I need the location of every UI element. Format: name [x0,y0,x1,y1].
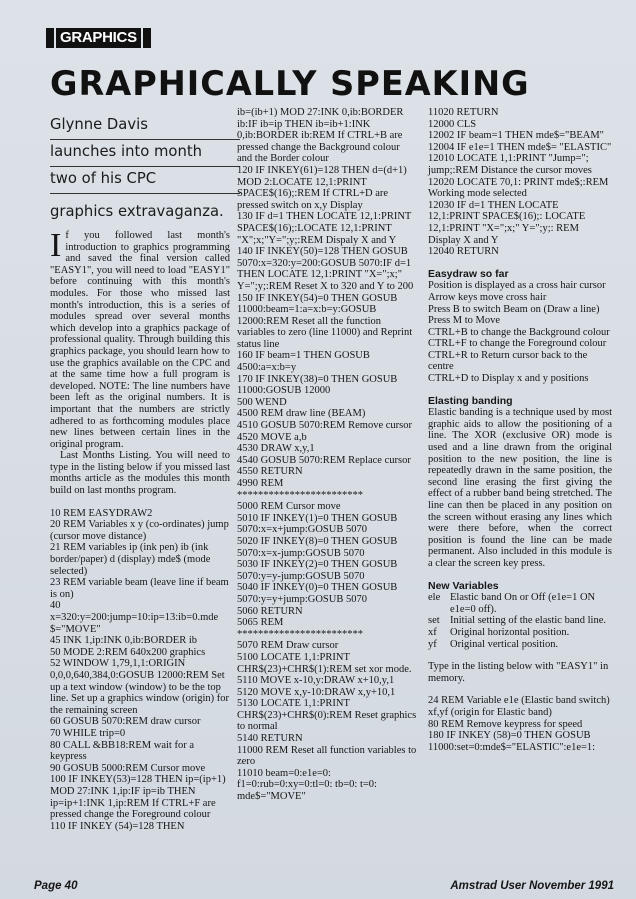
listing-part-1: 10 REM EASYDRAW2 20 REM Variables x y (co-ordinates) jump (cursor move distance) 21 REM variables ip (ink pen) ib (ink border/paper) d (display) mde$ (mode selected) 23 REM variable beam (leave line if beam is on) 40 x=320:y=200:jump=10:ip=13:ib=0.mde $="MOVE" 45 INK 1,ip:INK 0,ib:BORDER ib 50 MODE 2:REM 640x200 graphics 52 WINDOW 1,79,1,1:ORIGIN 0,0,0,640,384,0:GOSUB 12000:REM Set up a text window (window) to be the top line. Set up a graphics window (origin) for the remaining screen 60 GOSUB 5070:REM draw cursor 70 WHILE trip=0 80 CALL &BB18:REM wait for a keypress 90 GOSUB 5000:REM Cursor move 100 IF INKEY(53)=128 THEN ip=(ip+1) MOD 27:INK 1,ip:IF ip=ib THEN ip=ip+1:INK 1,ip:REM If CTRL+F are pressed change the Foreground colour 110 IF INKEY (54)=128 THEN [50,507,230,832]
intro-text: f you followed last month's introduction to graphics programming and saved the final version called "EASY1", you will need to load "EASY1" before continuing with this month's modules. For those who missed last month's introduction, this is a series of modules spread over several months which develop into a graphics package of professional quality. Through building this graphics package, you should learn how to use the graphics available on the CPC and at the same time how a full program is developed. NOTE: The line numbers have been left as the original numbers. It is important that the numbers are strictly adhered to as forthcoming modules place new lines between certain lines in the original program. [50,230,230,450]
headline: GRAPHICALLY SPEAKING [50,64,530,103]
section-tag-block-left [46,28,54,48]
listing-part-3: 11020 RETURN 12000 CLS 12002 IF beam=1 THEN mde$="BEAM" 12004 IF e1e=1 THEN mde$= "ELASTIC" 12010 LOCATE 1,1:PRINT "Jump="; jump;:REM Distance the cursor moves 12020 LOCATE 70,1: PRINT mde$;:REM Working mode selected 12030 IF d=1 THEN LOCATE 12,1:PRINT SPACE$(16);: LOCATE 12,1:PRINT "X=";x;" Y=";y;: REM Display X and Y 12040 RETURN [428,107,612,258]
column-1 [50,227,230,832]
deck-line-4: graphics extravaganza. [50,203,224,220]
listing-part-2: ib=(ib+1) MOD 27:INK 0,ib:BORDER ib:IF ib=ip THEN ib=ib+1:INK 0,ib:BORDER ib:REM If CTRL+B are pressed change the Background colour and the Border colour 120 IF INKEY(61)=128 THEN d=(d+1) MOD 2:LOCATE 12,1:PRINT SPACE$(16);:REM If CTRL+D are pressed switch on x,y Display 130 IF d=1 THEN LOCATE 12,1:PRINT SPACE$(16);:LOCATE 12,1:PRINT "X";x;"Y=";y;:REM Dispaly X and Y 140 IF INKEY(50)=128 THEN GOSUB 5070:x=320:y=200:GOSUB 5070:IF d=1 THEN LOCATE 12,1:PRINT "X=";x;" Y=";y;:REM Reset X to 320 and Y to 200 150 IF INKEY(54)=0 THEN GOSUB 11000:beam=1:a=x:b=y:GOSUB 12000:REM Reset all the function variables to zero (line 11000) and Reprint status line 160 IF beam=1 THEN GOSUB 4500:a=x:b=y 170 IF INKEY(38)=0 THEN GOSUB 11000:GOSUB 12000 500 WEND 4500 REM draw line (BEAM) 4510 GOSUB 5070:REM Remove cursor 4520 MOVE a,b 4530 DRAW x,y,1 4540 GOSUB 5070:REM Replace cursor 4550 RETURN 4990 REM ************************ 5000 REM Cursor move 5010 IF INKEY(1)=0 THEN GOSUB 5070:x=x+jump:GOSUB 5070 5020 IF INKEY(8)=0 THEN GOSUB 5070:x=x-jump:GOSUB 5070 5030 IF INKEY(2)=0 THEN GOSUB 5070:y=y-jump:GOSUB 5070 5040 IF INKEY(0)=0 THEN GOSUB 5070:y=y+jump:GOSUB 5070 5060 RETURN 5065 REM ************************ 5070 REM Draw cursor 5100 LOCATE 1,1:PRINT CHR$(23)+CHR$(1):REM set xor mode. 5110 MOVE x-10,y:DRAW x+10,y,1 5120 MOVE x,y-10:DRAW x,y+10,1 5130 LOCATE 1,1:PRINT CHR$(23)+CHR$(0):REM Reset graphics to normal 5140 RETURN 11000 REM Reset all function variables to zero 11010 beam=0:e1e=0: f1=0:rub=0:xy=0:tl=0: tb=0: t=0: mde$="MOVE" [237,107,417,803]
publication-footer: Amstrad User November 1991 [450,880,614,892]
type-in-instruction: Type in the listing below with "EASY1" in memory. [428,661,609,684]
listing-part-4: 24 REM Variable e1e (Elastic band switch) xf,yf (origin for Elastic band) 80 REM Remove keypress for speed 180 IF INKEY (58)=0 THEN GOSUB 11000:set=0:mde$="ELASTIC":e1e=1: [428,695,610,753]
spacer [50,497,230,508]
new-variables-heading: New Variables [428,579,499,592]
drop-cap: I [50,227,62,264]
deck [50,113,240,226]
section-tag-block-right [143,28,151,48]
spacer [428,650,612,661]
easydraw-text: Position is displayed as a cross hair cursor Arrow keys move cross hair Press B to switch Beam on (Draw a line) Press M to Move CTRL+B to change the Background colour CTRL+F to change the Foreground colour CTRL+R to Return cursor back to the centre CTRL+D to Display x and y positions [428,280,610,385]
section-tag-label: GRAPHICS [56,28,141,48]
intro-paragraph [50,227,230,450]
elastic-heading: Elasting banding [428,394,513,407]
variable-row: ele Elastic band On or Off (e1e=1 ON e1e=0 off). [428,592,596,615]
variable-row: yf Original vertical position. [428,638,559,650]
intro-paragraph-2: Last Months Listing. You will need to type in the listing below if you missed last months article as the modules this month build on last months program. [50,450,230,497]
column-2 [237,107,417,803]
spacer [428,385,612,396]
column-3 [428,107,612,753]
elastic-text: Elastic banding is a technique used by most graphic aids to allow the positioning of a line. The XOR (exclusive OR) mode is used and a line drawn from the original position to the new position, the line is repeatedly drawn in the same position, the second line erasing the first giving the effect of a rubber band being stretched. The line can then be placed in any position on the screen without erasing any lines which were there before, when the correct position is found the line can be made permanent. Also included in this module is a clear the screen key press. [428,407,612,569]
deck-line-1: Glynne Davis [50,113,240,140]
variable-row: set Initial setting of the elastic band line. [428,615,606,627]
variable-row: xf Original horizontal position. [428,626,570,638]
deck-line-3: two of his CPC [50,167,240,194]
section-tag [46,28,151,48]
spacer [428,684,612,695]
deck-line-2: launches into month [50,140,240,167]
page-number: Page 40 [34,880,78,892]
spacer [428,570,612,581]
easydraw-heading: Easydraw so far [428,267,509,280]
